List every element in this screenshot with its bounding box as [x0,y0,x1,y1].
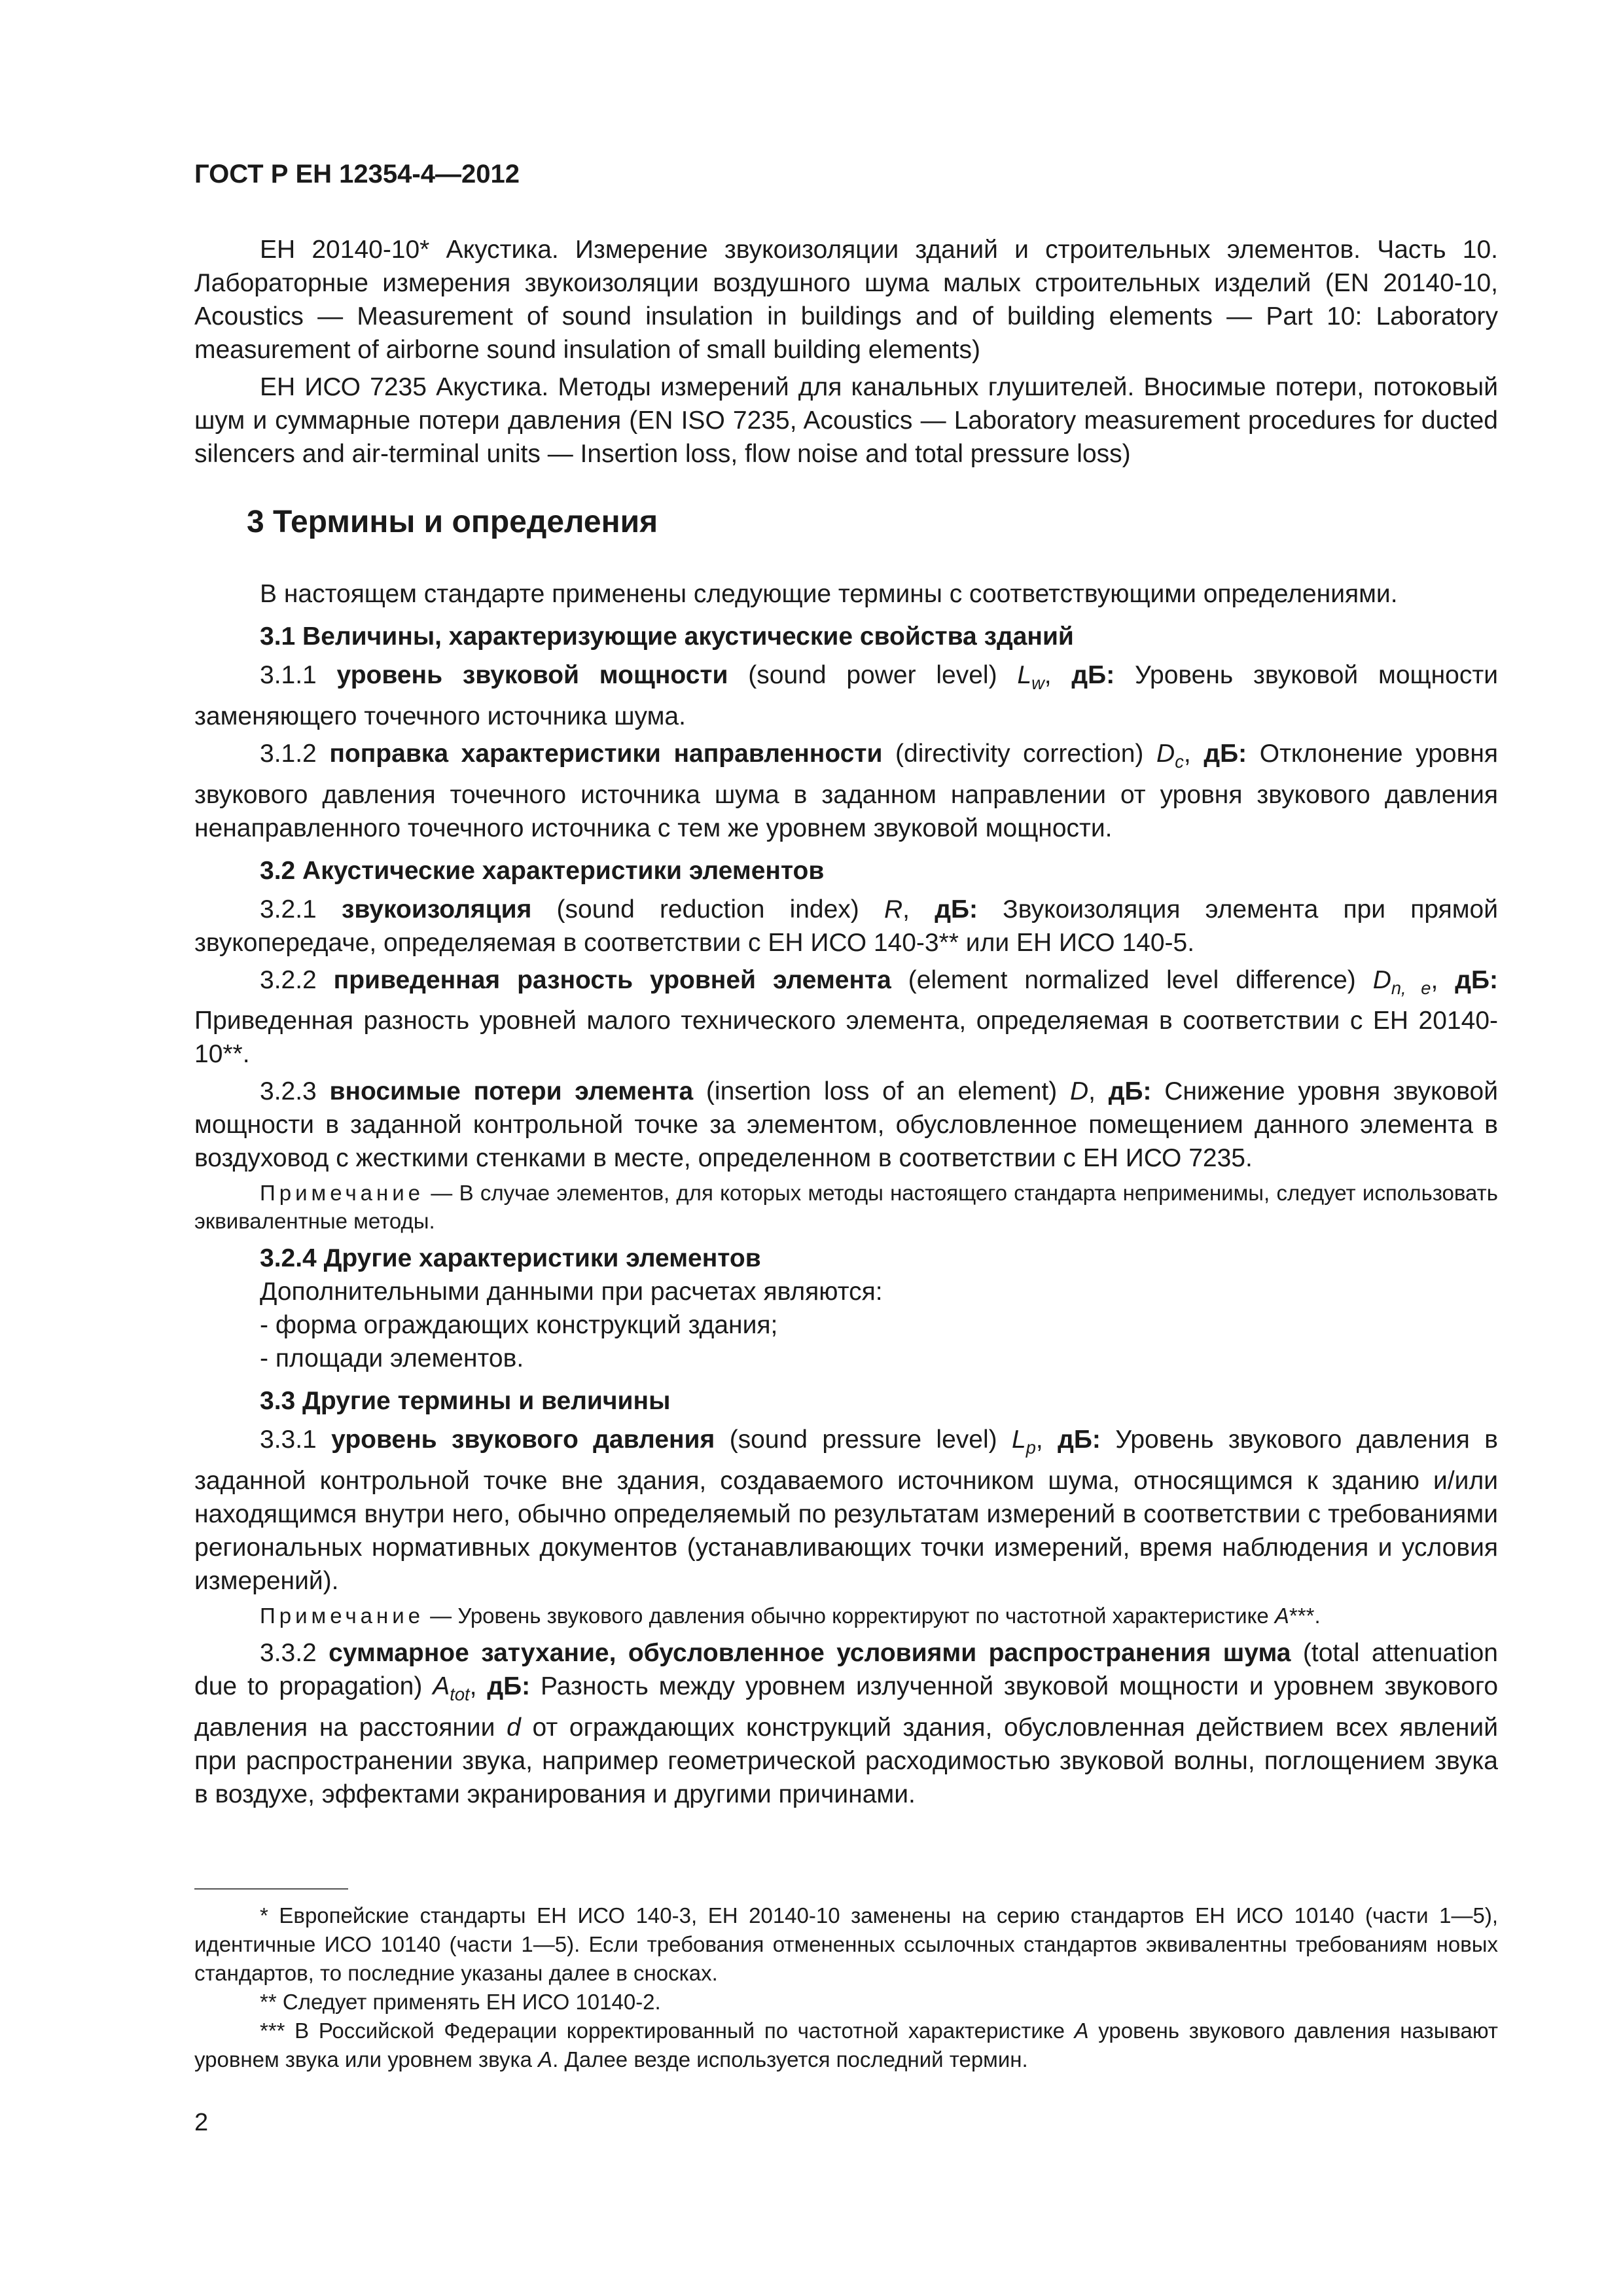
term-number: 3.1.1 [260,661,317,689]
term-definition: Звукоизоляция элемента при прямой звукопередаче, определяемая в соответствии с ЕН ИСО 140-3** или ЕН ИСО 140-5. [194,895,1499,957]
footnote-text: уровень звукового давления называют уровнем звука или уровнем звука [194,2018,1498,2072]
page-number: 2 [194,2109,209,2136]
footnote-3 [194,2017,1498,2074]
term-definition-symbol: d [507,1713,521,1742]
footnote-symbol: A [1074,2018,1089,2043]
term-name: вносимые потери элемента [329,1077,694,1106]
term-3-2-2: 3.2.2 приведенная разность уровней элемента (element normalized level difference) $D_{n, e}$, дБ: Приведенная разность уровней малого технического элемента, определяемая в соответствии с ЕН 20140-10**. [194,965,1498,1069]
footnote-1: * Европейские стандарты ЕН ИСО 140-3, ЕН 20140-10 заменены на серию стандартов ЕН ИСО 10140 (части 1—5), идентичные ИСО 10140 (части 1—5). Если требования отмененных ссылочных стандартов эквивалентны требованиям новых стандартов, то последние указаны далее в сносках. [194,1903,1498,1985]
term-3-3-1: 3.3.1 уровень звукового давления (sound pressure level) $L_p$, дБ: Уровень звукового давления в заданной контрольной точке вне здания, создаваемого источником шума, относящимся к зданию и/или находящимся внутри него, обычно определяемый по результатам измерений в соответствии с требованиями региональных нормативных документов (устанавливающих точки измерений, время наблюдения и условия измерений). [194,1426,1499,1596]
term-name: уровень звуковой мощности [336,661,728,689]
note-text: — Уровень звукового давления обычно корректируют по частотной характеристике [424,1604,1275,1628]
term-unit: дБ: [1455,965,1498,994]
footnote-text: *** В Российской Федерации корректированный по частотной характеристике [260,2018,1075,2043]
section-3-body [194,577,1498,1815]
term-unit: дБ: [1108,1077,1152,1106]
term-english: (total attenuation due to propagation) [194,1639,1499,1701]
term-english: (element normalized level difference) [908,965,1356,994]
term-unit: дБ: [1071,661,1115,689]
term-name: суммарное затухание, обусловленное условиями распространения шума [329,1639,1291,1668]
term-definition: Снижение уровня звуковой мощности в заданной контрольной точке за элементом, обусловленное помещением данного элемента в воздуховод с жесткими стенками в месте, определенном в соответствии с ЕН ИСО 7235. [194,1077,1498,1173]
term-symbol-sub: tot [450,1683,470,1704]
footnote-separator [194,1888,348,1890]
term-name: звукоизоляция [341,895,532,924]
note-3-2 [194,1179,1498,1235]
subsection-3-2-title: 3.2 Акустические характеристики элементов [260,856,825,885]
term-number: 3.3.2 [260,1639,317,1668]
footnote-2: ** Следует применять ЕН ИСО 10140-2. [260,1990,661,2014]
term-symbol: D [1069,1077,1089,1106]
term-symbol: L [1012,1426,1026,1454]
term-definition: Уровень звуковой мощности заменяющего точечного источника шума. [194,661,1498,730]
footnotes [194,1901,1498,2074]
standard-header: ГОСТ Р ЕН 12354-4—2012 [194,160,520,188]
term-3-3-2: 3.3.2 суммарное затухание, обусловленное условиями распространения шума (total attenuation due to propagation) $A_{tot}$, дБ: Разность между уровнем излученной звуковой мощности и уровнем звукового давления на расстоянии d от ограждающих конструкций здания, обусловленная действием всех явлений при распространении звука, например геометрической расходимостью звуковой волны, поглощением звука в воздухе, эффектами экранирования и другими причинами. [194,1639,1499,1808]
ref-en-iso-7235: ЕН ИСО 7235 Акустика. Методы измерений для канальных глушителей. Вносимые потери, потоковый шум и суммарные потери давления (EN ISO 7235, Acoustics — Laboratory measurement procedures for ducted silencers and air-terminal units — Insertion loss, flow noise and total pressure loss) [194,373,1498,468]
subsection-3-2-4-title: 3.2.4 Другие характеристики элементов [260,1244,761,1273]
term-definition-tail: от ограждающих конструкций здания, обусловленная действием всех явлений при распространении звука, например геометрической расходимостью звуковой волны, поглощением звука в воздухе, эффектами экранирования и другими причинами. [194,1713,1498,1808]
term-unit: дБ: [1204,739,1247,768]
footnote-text: . Далее везде используется последний термин. [552,2047,1028,2072]
normative-references [194,233,1498,475]
term-symbol: L [1017,661,1032,689]
term-unit: дБ: [1058,1426,1101,1454]
term-number: 3.2.2 [260,965,317,994]
term-english: (sound pressure level) [729,1426,997,1454]
note-label: Примечание [260,1604,425,1628]
term-symbol: D [1156,739,1175,768]
term-3-1-2: 3.1.2 поправка характеристики направленности (directivity correction) $D_c$, дБ: Отклонение уровня звукового давления точечного источника шума в заданном направлении от уровня звукового давления ненаправленного точечного источника с тем же уровнем звуковой мощности. [194,739,1498,842]
term-definition: Отклонение уровня звукового давления точечного источника шума в заданном направлении от уровня звукового давления ненаправленного точечного источника с тем же уровнем звуковой мощности. [194,739,1498,842]
term-definition: Разность между уровнем излученной звуковой мощности и уровнем звукового давления на расстоянии [194,1672,1499,1742]
term-3-2-1: 3.2.1 звукоизоляция (sound reduction index) R, дБ: Звукоизоляция элемента при прямой звукопередаче, определяемая в соответствии с ЕН ИСО 140-3** или ЕН ИСО 140-5. [194,895,1499,957]
section-intro: В настоящем стандарте применены следующие термины с соответствующими определениями. [260,580,1398,608]
section-3 [194,505,1498,539]
note-3-3 [194,1602,1498,1630]
term-symbol: A [433,1672,450,1701]
term-number: 3.1.2 [260,739,317,768]
note-symbol: A [1274,1604,1289,1628]
term-english: (directivity correction) [895,739,1144,768]
footnote-symbol: A [538,2047,553,2072]
term-symbol-sub: w [1031,672,1044,693]
term-symbol: R [883,895,903,924]
section-title: 3 Термины и определения [247,505,658,539]
subsection-3-2-4-lead: Дополнительными данными при расчетах являются: [260,1278,883,1306]
term-number: 3.2.1 [260,895,317,924]
term-number: 3.2.3 [260,1077,317,1106]
note-tail: ***. [1289,1604,1321,1628]
term-definition: Уровень звукового давления в заданной контрольной точке вне здания, создаваемого источником шума, относящимся к зданию и/или находящимся внутри него, обычно определяемый по результатам измерений в соответствии с требованиями региональных нормативных документов (устанавливающих точки измерений, время наблюдения и условия измерений). [194,1426,1499,1596]
term-name: уровень звукового давления [331,1426,715,1454]
term-english: (sound reduction index) [556,895,859,924]
list-item: - площади элементов. [260,1344,524,1373]
term-symbol: D [1372,965,1391,994]
subsection-3-3-title: 3.3 Другие термины и величины [260,1387,671,1416]
list-item: - форма ограждающих конструкций здания; [260,1311,778,1340]
note-text: — В случае элементов, для которых методы настоящего стандарта неприменимы, следует использовать эквивалентные методы. [194,1181,1498,1234]
term-english: (insertion loss of an element) [705,1077,1058,1106]
term-unit: дБ: [935,895,978,924]
note-label: Примечание [260,1181,425,1206]
subsection-3-1-title: 3.1 Величины, характеризующие акустические свойства зданий [260,622,1074,651]
term-3-2-3: 3.2.3 вносимые потери элемента (insertion loss of an element) D, дБ: Снижение уровня звуковой мощности в заданной контрольной точке за элементом, обусловленное помещением данного элемента в воздуховод с жесткими стенками в месте, определенном в соответствии с ЕН ИСО 7235. [194,1077,1498,1173]
term-symbol-sub: p [1026,1437,1036,1458]
term-name: поправка характеристики направленности [329,739,883,768]
term-english: (sound power level) [748,661,997,689]
term-symbol-sub: n, e [1391,977,1431,998]
term-3-1-1: 3.1.1 уровень звуковой мощности (sound power level) $L_w$, дБ: Уровень звуковой мощности заменяющего точечного источника шума. [194,661,1498,730]
term-number: 3.3.1 [260,1426,317,1454]
term-definition: Приведенная разность уровней малого технического элемента, определяемая в соответствии с ЕН 20140-10**. [194,1007,1498,1069]
term-name: приведенная разность уровней элемента [333,965,891,994]
term-unit: дБ: [487,1672,531,1701]
ref-en-20140-10: ЕН 20140-10* Акустика. Измерение звукоизоляции зданий и строительных элементов. Часть 10. Лабораторные измерения звукоизоляции воздушного шума малых строительных изделий (EN 20140-10, Acoustics — Measurement of sound insulation in buildings and of building elements — Part 10: Laboratory measurement of airborne sound insulation of small building elements) [194,236,1498,364]
term-symbol-sub: c [1175,751,1184,772]
